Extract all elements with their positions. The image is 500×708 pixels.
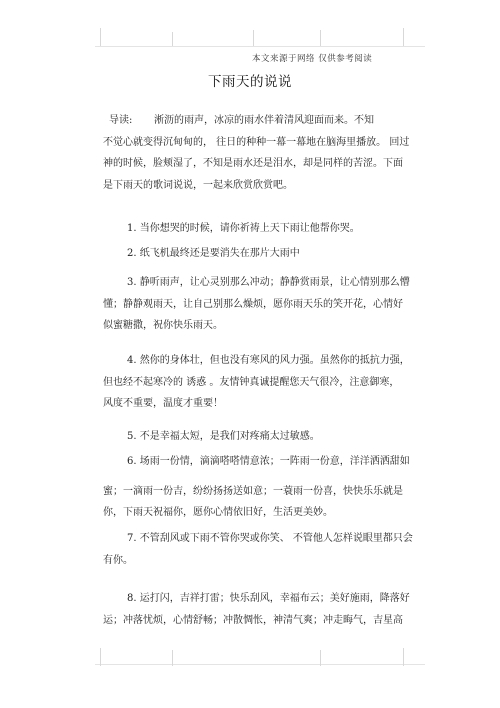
page-title: 下雨天的说说 xyxy=(208,74,292,90)
intro-line: 神的时候，脸颊湿了，不知是雨水还是泪水，却是同样的苦涩。下面 xyxy=(103,158,403,169)
intro-line: 不觉心就变得沉甸甸的， 往日的种种一幕一幕地在脑海里播放。 回过 xyxy=(103,136,410,148)
intro-line: 导读: 淅沥的雨声，冰凉的雨水伴着清风迎面而来。不知 xyxy=(103,110,415,132)
list-item-2: 2. 纸飞机最终还是要消失在那片大雨中 xyxy=(127,248,300,259)
list-item-3: 3. 静听雨声，让心灵别那么冲动；静静赏雨景，让心情别那么懵 懂；静静观雨天，让自己别那么燥烦，愿你雨天乐的笑开花，心情好 似蜜糖撒，祝你快乐雨天。 xyxy=(103,277,410,331)
list-item-1: 1. 当你想哭的时候，请你祈祷上天下雨让他帮你哭。 xyxy=(127,223,360,234)
binding-mark xyxy=(403,28,404,46)
list-item-7: 7. 不管刮风或下雨不管你哭或你笑、 不管他人怎样说眼里都只会 有你。 xyxy=(103,533,413,566)
bottom-rule xyxy=(95,664,425,665)
list-item-5: 5. 不是幸福太短，是我们对疼痛太过敏感。 xyxy=(127,431,320,442)
binding-mark xyxy=(253,30,254,46)
binding-mark xyxy=(100,648,101,666)
source-note: 本文来源于网络 仅供参考阅读 xyxy=(252,54,373,64)
binding-mark xyxy=(320,650,321,666)
list-item-6: 6. 场雨一份情，滴滴嗒嗒情意浓；一阵雨一份意，洋洋洒洒甜如 蜜；一滴雨一份吉，纷纷扬扬送如意；一蓑雨一份喜，快快乐乐就是 你，下雨天祝福你，愿你心情依旧好，生活更美妙。 xyxy=(103,456,410,518)
list-item-4: 4. 然你的身体壮，但也没有寒风的风力强。虽然你的抵抗力强， 但也经不起寒冷的 诱惑 。友情钟真诚提醒您天气很冷，注意御寒， 风度不重要，温度才重要！ xyxy=(103,355,410,409)
binding-mark xyxy=(100,28,101,46)
binding-mark xyxy=(172,32,173,46)
list-item-8: 8. 运打闪，吉祥打雷；快乐刮风，幸福布云；美好施雨，降落好 运；冲落忧烦，心情舒畅；冲散惆怅，神清气爽；冲走晦气，吉星高 xyxy=(103,593,410,626)
intro-label: 导读: xyxy=(109,115,133,126)
intro-paragraph xyxy=(103,110,415,196)
intro-line: 是下雨天的歌词说说，一起来欣赏欣赏吧。 xyxy=(103,179,293,191)
binding-mark xyxy=(172,650,173,666)
binding-mark xyxy=(403,648,404,666)
top-rule xyxy=(95,46,425,47)
binding-mark xyxy=(320,30,321,46)
